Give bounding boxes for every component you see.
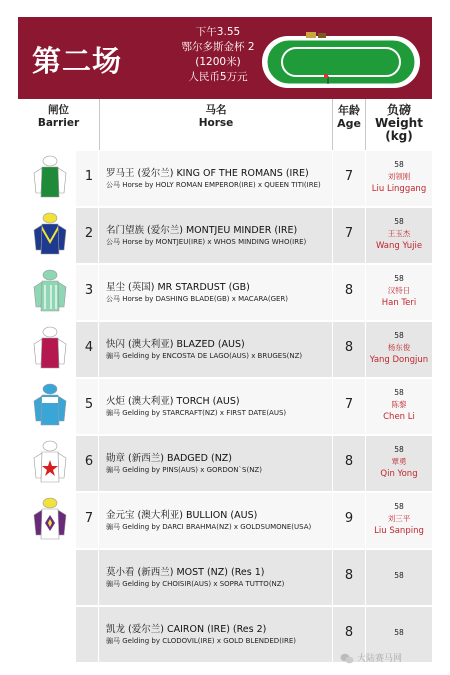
cell-divider <box>98 208 99 263</box>
horse-age: 8 <box>344 625 354 640</box>
horse-column-header <box>100 99 332 150</box>
jockey-name-en: Chen Li <box>383 412 415 422</box>
weight-value: 58 <box>394 217 404 226</box>
age-header-cn: 年龄 <box>338 104 360 117</box>
age-header-en: Age <box>337 117 361 130</box>
weight-value: 58 <box>394 274 404 283</box>
horse-age: 9 <box>344 511 354 526</box>
track-map-icon <box>258 28 426 92</box>
horse-cell <box>106 566 332 590</box>
race-title: 第二场 <box>32 44 123 78</box>
horse-cell <box>106 395 332 419</box>
watermark <box>340 651 402 664</box>
barrier-number: 2 <box>84 226 94 241</box>
weight-cell <box>366 273 432 309</box>
cell-divider <box>98 436 99 491</box>
horse-name: 罗马王 (爱尔兰) KING OF THE ROMANS (IRE) <box>106 168 309 179</box>
horse-pedigree: 公马 Horse by MONTJEU(IRE) x WHOS MINDING WHO(IRE) <box>106 238 307 246</box>
horse-header-cn: 马名 <box>205 104 227 116</box>
horse-age: 8 <box>344 340 354 355</box>
horse-cell <box>106 224 332 248</box>
barrier-header-cn: 闸位 <box>48 104 69 116</box>
weight-cell <box>366 216 432 252</box>
race-name: 鄂尔多斯金杯 2 <box>181 41 255 53</box>
weight-cell <box>366 387 432 423</box>
jockey-name-cn: 王玉杰 <box>387 229 411 238</box>
weight-value: 58 <box>394 331 404 340</box>
cell-divider <box>98 550 99 605</box>
weight-cell <box>366 444 432 480</box>
barrier-number: 4 <box>84 340 94 355</box>
jockey-silks-icon <box>30 212 70 262</box>
horse-name: 快闪 (澳大利亚) BLAZED (AUS) <box>106 339 245 350</box>
barrier-number: 1 <box>84 169 94 184</box>
table-row <box>18 379 432 435</box>
table-row <box>18 322 432 378</box>
horse-cell <box>106 623 332 647</box>
jockey-silks-icon <box>30 269 70 319</box>
jockey-name-cn: 陈黎 <box>391 400 407 409</box>
barrier-column-header <box>18 99 99 150</box>
horse-name: 莫小看 (新西兰) MOST (NZ) (Res 1) <box>106 567 265 578</box>
weight-cell <box>366 159 432 195</box>
weight-value: 58 <box>394 445 404 454</box>
race-time: 下午3.55 <box>195 26 241 38</box>
horse-age: 7 <box>344 226 354 241</box>
cell-divider <box>98 493 99 548</box>
weight-header-cn: 负磅 <box>386 103 411 117</box>
weight-cell <box>366 501 432 537</box>
jockey-name-en: Wang Yujie <box>375 241 423 251</box>
jockey-name-en: Qin Yong <box>380 469 418 479</box>
jockey-name-cn: 刘领刚 <box>387 172 411 181</box>
horse-pedigree: 骟马 Gelding by PINS(AUS) x GORDON`S(NZ) <box>106 466 262 474</box>
weight-column-header <box>366 99 432 150</box>
cell-divider <box>98 151 99 206</box>
horse-pedigree: 骟马 Gelding by CLODOVIL(IRE) x GOLD BLENDED(IRE) <box>106 637 297 645</box>
watermark-text: 大陆赛马网 <box>357 654 403 664</box>
horse-pedigree: 骟马 Gelding by STARCRAFT(NZ) x FIRST DATE(AUS) <box>106 409 287 417</box>
table-row <box>18 208 432 264</box>
weight-cell <box>366 570 432 582</box>
jockey-name-cn: 覃勇 <box>391 457 407 466</box>
weight-cell <box>366 330 432 366</box>
horse-pedigree: 骟马 Gelding by CHOISIR(AUS) x SOPRA TUTTO(NZ) <box>106 580 285 588</box>
horse-cell <box>106 281 332 305</box>
jockey-name-cn: 汉特日 <box>387 286 411 295</box>
horse-name: 火炬 (澳大利亚) TORCH (AUS) <box>106 396 240 407</box>
jockey-name-en: Liu Linggang <box>371 184 427 194</box>
horse-name: 金元宝 (澳大利亚) BULLION (AUS) <box>106 510 258 521</box>
horse-pedigree: 公马 Horse by HOLY ROMAN EMPEROR(IRE) x QUEEN TITI(IRE) <box>106 181 321 189</box>
jockey-silks-icon <box>30 326 70 376</box>
jockey-name-en: Yang Dongjun <box>369 355 429 365</box>
table-row <box>18 493 432 549</box>
barrier-number: 7 <box>84 511 94 526</box>
cell-divider <box>98 322 99 377</box>
jockey-silks-icon <box>30 383 70 433</box>
barrier-number: 5 <box>84 397 94 412</box>
age-column-header <box>333 99 365 150</box>
weight-header-unit: (kg) <box>385 129 413 143</box>
wechat-icon <box>340 653 354 664</box>
barrier-header-en: Barrier <box>37 117 80 129</box>
weight-value: 58 <box>394 571 404 580</box>
table-row <box>18 265 432 321</box>
horse-name: 勋章 (新西兰) BADGED (NZ) <box>106 453 233 464</box>
horse-name: 星尘 (英国) MR STARDUST (GB) <box>106 282 250 293</box>
horse-cell <box>106 509 332 533</box>
horse-cell <box>106 452 332 476</box>
weight-value: 58 <box>394 628 404 637</box>
horse-name: 名门望族 (爱尔兰) MONTJEU MINDER (IRE) <box>106 225 298 236</box>
barrier-number: 6 <box>84 454 94 469</box>
jockey-name-en: Han Teri <box>381 298 417 308</box>
cell-divider <box>98 379 99 434</box>
weight-cell <box>366 627 432 639</box>
table-row <box>18 151 432 207</box>
race-distance: (1200米) <box>195 56 241 68</box>
horse-cell <box>106 167 332 191</box>
weight-value: 58 <box>394 388 404 397</box>
weight-value: 58 <box>394 160 404 169</box>
horse-age: 8 <box>344 568 354 583</box>
weight-header-en: Weight <box>375 116 423 130</box>
weight-value: 58 <box>394 502 404 511</box>
horse-age: 8 <box>344 454 354 469</box>
jockey-name-en: Liu Sanping <box>374 526 424 536</box>
jockey-silks-icon <box>30 497 70 547</box>
horse-age: 8 <box>344 283 354 298</box>
cell-divider <box>98 265 99 320</box>
jockey-silks-icon <box>30 155 70 205</box>
horse-cell <box>106 338 332 362</box>
horse-pedigree: 公马 Horse by DASHING BLADE(GB) x MACARA(GER) <box>106 295 289 303</box>
race-header <box>18 17 432 99</box>
barrier-number: 3 <box>84 283 94 298</box>
horse-age: 7 <box>344 169 354 184</box>
jockey-name-cn: 刘三平 <box>387 514 411 523</box>
horse-name: 凯龙 (爱尔兰) CAIRON (IRE) (Res 2) <box>106 624 267 635</box>
jockey-silks-icon <box>30 440 70 490</box>
race-prize: 人民币5万元 <box>188 71 248 83</box>
table-row <box>18 436 432 492</box>
horse-age: 7 <box>344 397 354 412</box>
table-row <box>18 550 432 606</box>
horse-header-en: Horse <box>198 117 234 129</box>
horse-pedigree: 骟马 Gelding by DARCI BRAHMA(NZ) x GOLDSUMONE(USA) <box>106 523 312 531</box>
cell-divider <box>98 607 99 662</box>
horse-pedigree: 骟马 Gelding by ENCOSTA DE LAGO(AUS) x BRUGES(NZ) <box>106 352 303 360</box>
jockey-name-cn: 杨东俊 <box>387 343 411 352</box>
